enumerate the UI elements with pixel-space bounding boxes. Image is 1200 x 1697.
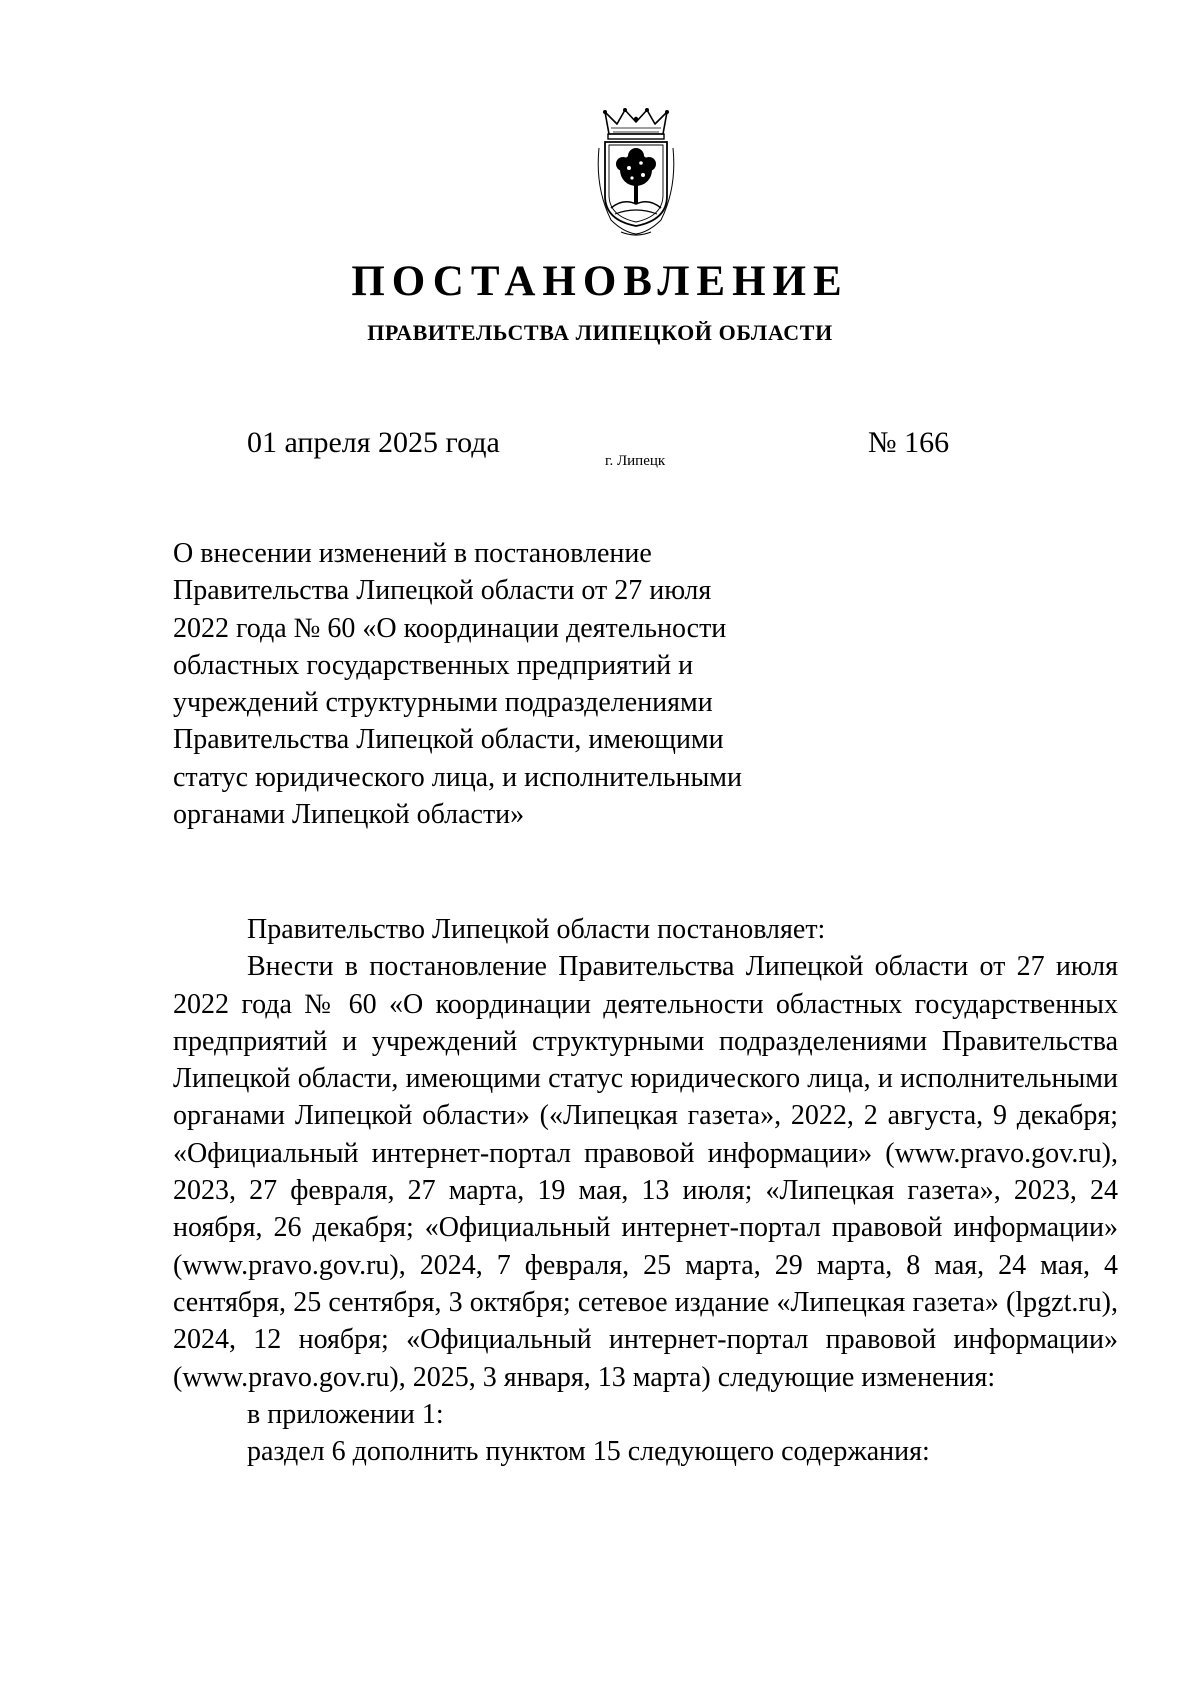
- subject-line: О внесении изменений в постановление: [173, 538, 652, 569]
- issuing-authority: ПРАВИТЕЛЬСТВА ЛИПЕЦКОЙ ОБЛАСТИ: [367, 320, 833, 345]
- subject-line: Правительства Липецкой области, имеющими: [173, 724, 724, 756]
- document-body: [173, 911, 1118, 1470]
- document-place: г. Липецк: [605, 453, 666, 469]
- subject-line: учреждений структурными подразделениями: [173, 687, 713, 719]
- coat-of-arms-icon: [591, 108, 681, 238]
- subject-line: статус юридического лица, и исполнительными: [173, 761, 742, 793]
- preamble-paragraph: Правительство Липецкой области постановляет:: [247, 914, 826, 945]
- subject-line: Правительства Липецкой области от 27 июля: [173, 575, 712, 607]
- subject-line: органами Липецкой области»: [173, 799, 525, 831]
- section-paragraph: раздел 6 дополнить пунктом 15 следующего содержания:: [247, 1436, 930, 1468]
- document-subject: [173, 535, 763, 833]
- appendix-paragraph: в приложении 1:: [247, 1398, 444, 1430]
- document-date: 01 апреля 2025 года: [247, 426, 500, 459]
- main-paragraph: Внести в постановление Правительства Липецкой области от 27 июля 2022 года № 60 «О координации деятельности областных государственных предприятий и учреждений структурными подразделениями Правительства Липецкой области, имеющими статус юридического лица, и исполнительными органами Липецкой области» («Липецкая газета», 2022, 2 августа, 9 декабря; «Официальный интернет-портал правовой информации» (www.pravo.gov.ru), 2023, 27 февраля, 27 марта, 19 мая, 13 июля; «Липецкая газета», 2023, 24 ноября, 26 декабря; «Официальный интернет-портал правовой информации» (www.pravo.gov.ru), 2024, 7 февраля, 25 марта, 29 марта, 8 мая, 24 мая, 4 сентября, 25 сентября, 3 октября; сетевое издание «Липецкая газета» (lpgzt.ru), 2024, 12 ноября; «Официальный интернет-портал правовой информации» (www.pravo.gov.ru), 2025, 3 января, 13 марта) следующие изменения:: [173, 951, 1118, 1393]
- subject-line: 2022 года № 60 «О координации деятельности: [173, 612, 727, 644]
- subject-line: областных государственных предприятий и: [173, 649, 694, 681]
- document-type-title: ПОСТАНОВЛЕНИЕ: [351, 258, 849, 305]
- document-number: № 166: [868, 426, 950, 459]
